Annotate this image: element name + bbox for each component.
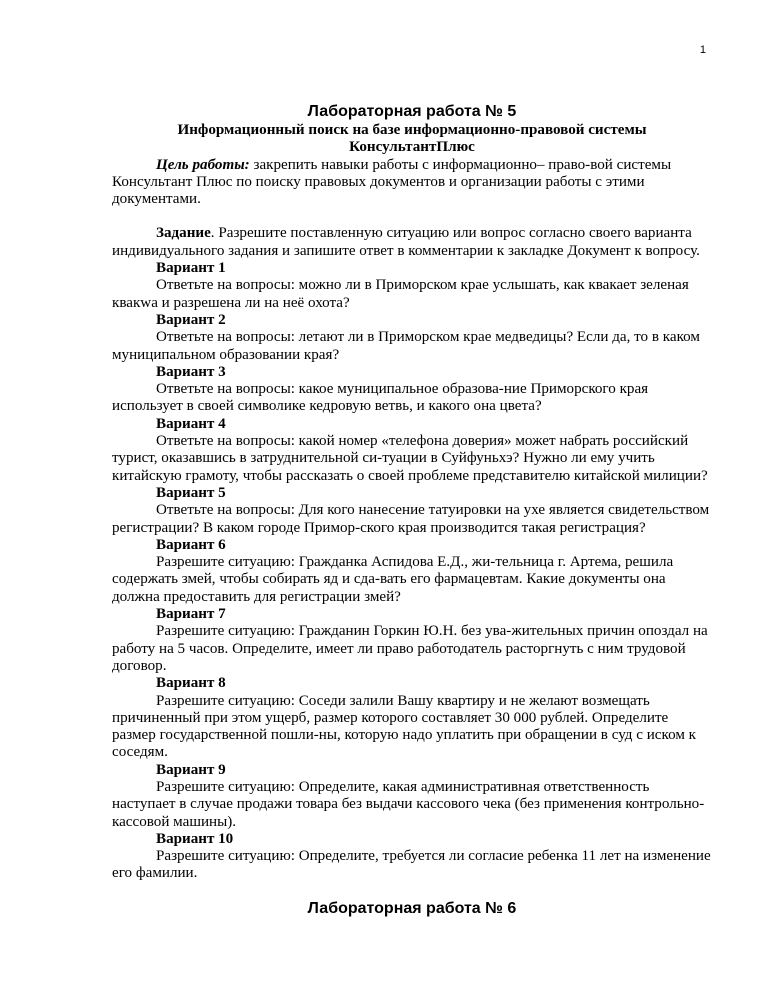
variant-3-text: Ответьте на вопросы: какое муниципальное образова-ние Приморского края использует в своей символике кедровую ветвь, и какого она цвета? [112,381,649,415]
page-number: 1 [699,44,706,56]
variant-2-title: Вариант 2 [156,311,226,328]
lab6-title: Лабораторная работа № 6 [307,899,517,917]
variant-1-text: Ответьте на вопросы: можно ли в Приморском крае услышать, как квакает зеленая квакwa и разрешена ли на неё охота? [112,277,689,311]
lab5-title: Лабораторная работа № 5 [307,103,517,120]
variant-9-title: Вариант 9 [156,761,226,778]
lab5-subtitle-line2: КонсультантПлюс [349,139,475,156]
document-body [112,102,712,919]
variant-8-text: Разрешите ситуацию: Соседи залили Вашу квартиру и не желают возмещать причиненный при этом ущерб, размер которого составляет 30 000 рублей. Определите размер государственной пошли-ны, которую надо уплатить при обращении в суд с иском к соседям. [112,692,696,761]
variant-3-title: Вариант 3 [156,363,226,380]
variant-4-title: Вариант 4 [156,415,226,432]
variant-5-title: Вариант 5 [156,484,226,501]
paragraph-spacer [112,208,712,225]
goal-label: Цель работы: [156,156,250,173]
variant-10-text: Разрешите ситуацию: Определите, требуется ли согласие ребенка 11 лет на изменение его фамилии. [112,848,711,882]
goal-paragraph [112,157,712,209]
task-paragraph [112,225,712,260]
variant-1-title: Вариант 1 [156,260,226,277]
variant-10-title: Вариант 10 [156,830,234,847]
variant-4-text: Ответьте на вопросы: какой номер «телефона доверия» может набрать российский турист, оказавшись в затруднительной си-туации в Суйфуньхэ? Нужно ли ему учить китайскую грамоту, чтобы рассказать о своей проблеме представителю китайской милиции? [112,433,708,484]
variant-9-text: Разрешите ситуацию: Определите, какая административная ответственность наступает в случае продажи товара без выдачи кассового чека (без применения контрольно-кассовой машины). [112,778,705,830]
variant-7-text: Разрешите ситуацию: Гражданин Горкин Ю.Н. без ува-жительных причин опоздал на работу на 5 часов. Определите, имеет ли право работодатель расторгнуть с ним трудовой договор. [112,623,708,674]
variant-2-text: Ответьте на вопросы: летают ли в Приморском крае медведицы? Если да, то в каком муниципальном образовании края? [112,329,700,363]
task-text: . Разрешите поставленную ситуацию или вопрос согласно своего варианта индивидуального задания и запишите ответ в комментарии к закладке Документ к вопросу. [112,225,700,259]
variant-6-text: Разрешите ситуацию: Гражданка Аспидова Е.Д., жи-тельница г. Артема, решила содержать змей, чтобы собирать яд и сда-вать его фармацевтам. Какие документы она должна предоставить для регистрации змей? [112,554,674,605]
variant-8-title: Вариант 8 [156,675,226,692]
goal-text: закрепить навыки работы с информационно– право-вой системы Консультант Плюс по поиску правовых документов и организации работы с этими документами. [112,156,672,208]
variant-5-text: Ответьте на вопросы: Для кого нанесение татуировки на ухе является свидетельством регистрации? В каком городе Примор-ского края производится такая регистрация? [112,502,710,536]
variant-6-title: Вариант 6 [156,536,226,553]
variant-7-title: Вариант 7 [156,606,226,623]
task-label: Задание [156,225,211,242]
lab5-subtitle-line1: Информационный поиск на базе информационно-правовой системы [177,122,647,138]
